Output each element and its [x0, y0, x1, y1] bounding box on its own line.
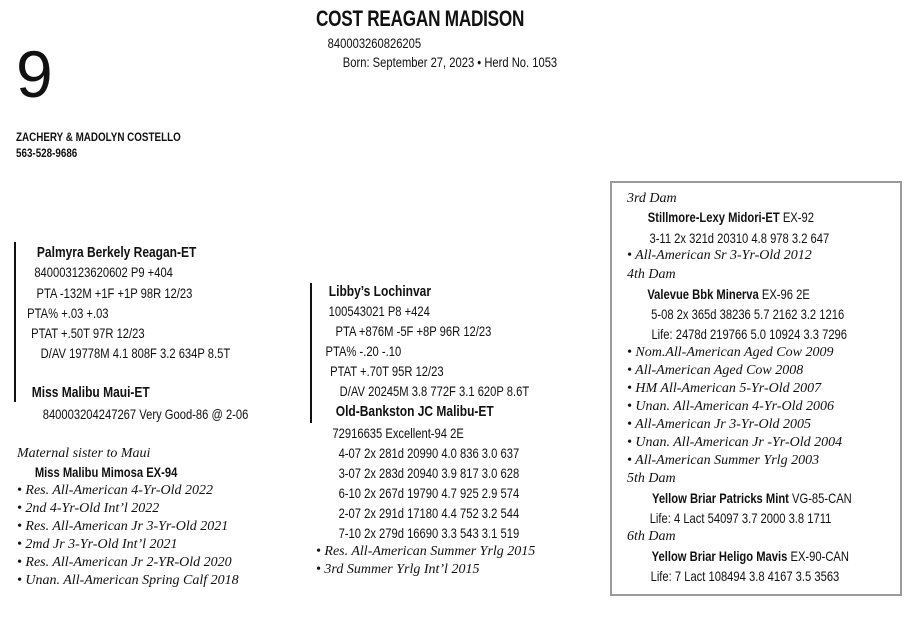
owner-name: ZACHERY & MADOLYN COSTELLO — [16, 130, 181, 144]
pedigree-bracket-left — [14, 242, 16, 402]
grandsire-line-2: PTA +876M -5F +8P 96R 12/23 — [335, 323, 492, 339]
grandsire-line-4: PTAT +.70T 95R 12/23 — [330, 363, 444, 379]
granddam-record: 2-07 2x 291d 17180 4.4 752 3.2 544 — [338, 505, 520, 521]
sixth-dam-label: 6th Dam — [627, 529, 676, 544]
fifth-dam-name: Yellow Briar Patricks Mint — [651, 490, 789, 506]
sire-line-2: PTA -132M +1F +1P 98R 12/23 — [36, 285, 193, 301]
grandsire-name: Libby’s Lochinvar — [328, 283, 432, 300]
fourth-dam-record: 5-08 2x 365d 38236 5.7 2162 3.2 1216 — [651, 306, 845, 322]
dam-line: 840003204247267 Very Good-86 @ 2-06 — [42, 406, 249, 422]
grandsire-line-5: D/AV 20245M 3.8 772F 3.1 620P 8.6T — [339, 383, 530, 399]
fourth-dam-honor: • Nom.All-American Aged Cow 2009 — [627, 345, 834, 360]
fourth-dam-honor: • All-American Aged Cow 2008 — [627, 363, 804, 378]
maternal-sister-honor: • 2nd 4-Yr-Old Int’l 2022 — [17, 501, 160, 516]
granddam-honor: • 3rd Summer Yrlg Int’l 2015 — [316, 562, 480, 577]
sixth-dam-heading — [652, 547, 849, 565]
sire-line-5: D/AV 19778M 4.1 808F 3.2 634P 8.5T — [40, 345, 231, 361]
grandsire-line-3: PTA% -.20 -.10 — [325, 343, 402, 359]
grandsire-line-1: 100543021 P8 +424 — [328, 303, 430, 319]
dam-name: Miss Malibu Maui-ET — [31, 384, 150, 401]
fourth-dam-life: Life: 2478d 219766 5.0 10924 3.3 7296 — [651, 326, 848, 342]
granddam-record: 6-10 2x 267d 19790 4.7 925 2.9 574 — [338, 485, 520, 501]
sire-name: Palmyra Berkely Reagan-ET — [36, 244, 197, 261]
maternal-sister-honor: • Unan. All-American Spring Calf 2018 — [17, 573, 239, 588]
owner-phone: 563-528-9686 — [16, 146, 78, 160]
granddam-line: 72916635 Excellent-94 2E — [332, 425, 464, 441]
third-dam-label: 3rd Dam — [627, 191, 677, 206]
third-dam-heading — [648, 208, 814, 226]
fourth-dam-honor: • Unan. All-American Jr -Yr-Old 2004 — [627, 435, 843, 450]
third-dam-honor: • All-American Sr 3-Yr-Old 2012 — [627, 248, 812, 263]
maternal-sister-honor: • Res. All-American Jr 2-YR-Old 2020 — [17, 555, 232, 570]
third-dam-name: Stillmore-Lexy Midori-ET — [647, 209, 780, 225]
fourth-dam-honor: • HM All-American 5-Yr-Old 2007 — [627, 381, 822, 396]
maternal-sister-honor: • 2md Jr 3-Yr-Old Int’l 2021 — [17, 537, 178, 552]
sire-line-1: 840003123620602 P9 +404 — [34, 264, 173, 280]
maternal-sister-name: Miss Malibu Mimosa EX-94 — [34, 464, 178, 480]
maternal-sister-honor: • Res. All-American Jr 3-Yr-Old 2021 — [17, 519, 229, 534]
fourth-dam-honor: • All-American Jr 3-Yr-Old 2005 — [627, 417, 812, 432]
sixth-dam-score: EX-90-CAN — [790, 548, 849, 564]
fourth-dam-honor: • Unan. All-American 4-Yr-Old 2006 — [627, 399, 834, 414]
fifth-dam-label: 5th Dam — [627, 471, 676, 486]
lot-number: 9 — [16, 37, 53, 111]
animal-name: COST REAGAN MADISON — [316, 6, 525, 31]
third-dam-record: 3-11 2x 321d 20310 4.8 978 3.2 647 — [649, 230, 830, 246]
sixth-dam-life: Life: 7 Lact 108494 3.8 4167 3.5 3563 — [650, 568, 840, 584]
animal-born: Born: September 27, 2023 • Herd No. 1053 — [342, 54, 558, 70]
granddam-name: Old-Bankston JC Malibu-ET — [335, 403, 494, 420]
sixth-dam-name: Yellow Briar Heligo Mavis — [651, 548, 788, 564]
granddam-record: 3-07 2x 283d 20940 3.9 817 3.0 628 — [338, 465, 520, 481]
pedigree-bracket-middle — [310, 283, 312, 423]
fourth-dam-heading — [647, 285, 810, 303]
fifth-dam-life: Life: 4 Lact 54097 3.7 2000 3.8 1711 — [649, 510, 832, 526]
granddam-record: 7-10 2x 279d 16690 3.3 543 3.1 519 — [338, 525, 520, 541]
sire-line-3: PTA% +.03 +.03 — [27, 305, 109, 321]
fifth-dam-heading — [652, 489, 852, 507]
granddam-honor: • Res. All-American Summer Yrlg 2015 — [316, 544, 536, 559]
maternal-sister-honor: • Res. All-American 4-Yr-Old 2022 — [17, 483, 214, 498]
fourth-dam-name: Valevue Bbk Minerva — [647, 286, 759, 302]
fourth-dam-label: 4th Dam — [627, 267, 676, 282]
fourth-dam-score: EX-96 2E — [761, 286, 810, 302]
fourth-dam-honor: • All-American Summer Yrlg 2003 — [627, 453, 820, 468]
third-dam-score: EX-92 — [782, 209, 814, 225]
sire-line-4: PTAT +.50T 97R 12/23 — [31, 325, 145, 341]
granddam-record: 4-07 2x 281d 20990 4.0 836 3.0 637 — [338, 445, 520, 461]
fifth-dam-score: VG-85-CAN — [792, 490, 852, 506]
animal-id: 840003260826205 — [327, 35, 422, 51]
maternal-sister-note: Maternal sister to Maui — [17, 446, 151, 461]
